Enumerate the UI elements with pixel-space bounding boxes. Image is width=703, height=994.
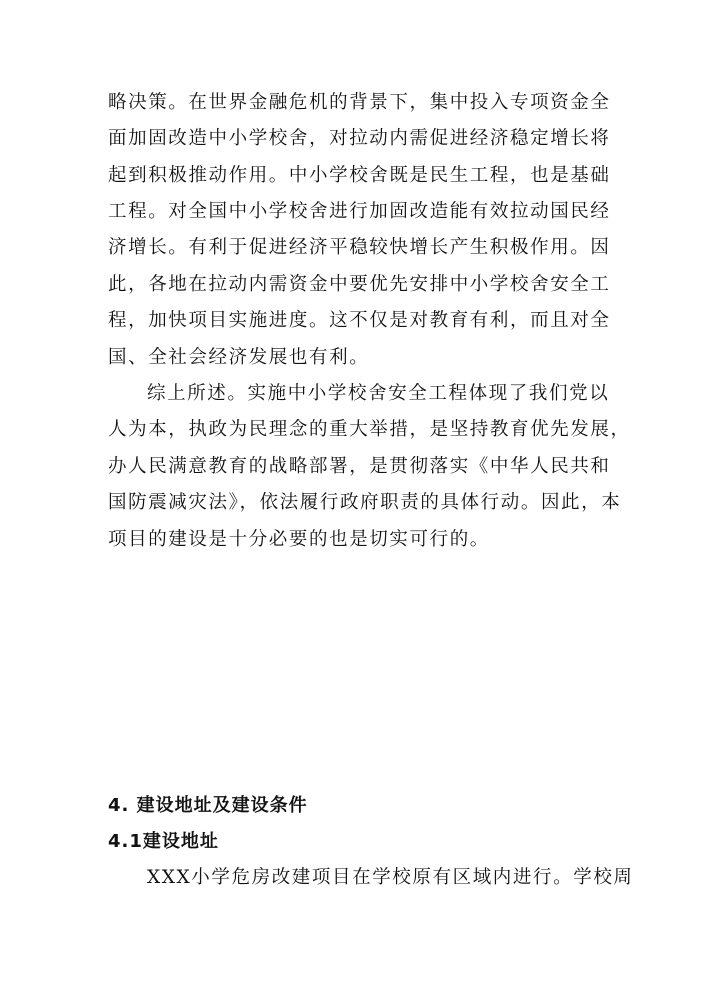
- paragraph-line: 略决策。在世界金融危机的背景下，集中投入专项资金全: [108, 92, 611, 113]
- subsection-heading: 4.1建设地址: [108, 831, 219, 852]
- paragraph-line: 办人民满意教育的战略部署，是贯彻落实《中华人民共和: [108, 456, 611, 477]
- paragraph-line: 程，加快项目实施进度。这不仅是对教育有利，而且对全: [108, 310, 611, 331]
- paragraph-line: 起到积极推动作用。中小学校舍既是民生工程，也是基础: [108, 165, 611, 186]
- paragraph-line: 济增长。有利于促进经济平稳较快增长产生积极作用。因: [108, 237, 611, 258]
- paragraph-line: 工程。对全国中小学校舍进行加固改造能有效拉动国民经: [108, 201, 611, 222]
- paragraph-line: 国、全社会经济发展也有利。: [108, 347, 370, 368]
- paragraph-line: 人为本，执政为民理念的重大举措，是坚持教育优先发展，: [108, 419, 631, 440]
- paragraph-line: 国防震减灾法》，依法履行政府职责的具体行动。因此，本: [108, 492, 622, 513]
- paragraph-line: 综上所述。实施中小学校舍安全工程体现了我们党以: [147, 383, 610, 404]
- section-heading: 4. 建设地址及建设条件: [108, 795, 308, 816]
- paragraph-line: 此，各地在拉动内需资金中要优先安排中小学校舍安全工: [108, 274, 611, 295]
- paragraph-line: 项目的建设是十分必要的也是切实可行的。: [108, 529, 490, 550]
- paragraph-line: XXX小学危房改建项目在学校原有区域内进行。学校周: [147, 867, 634, 888]
- paragraph-line: 面加固改造中小学校舍，对拉动内需促进经济稳定增长将: [108, 128, 611, 149]
